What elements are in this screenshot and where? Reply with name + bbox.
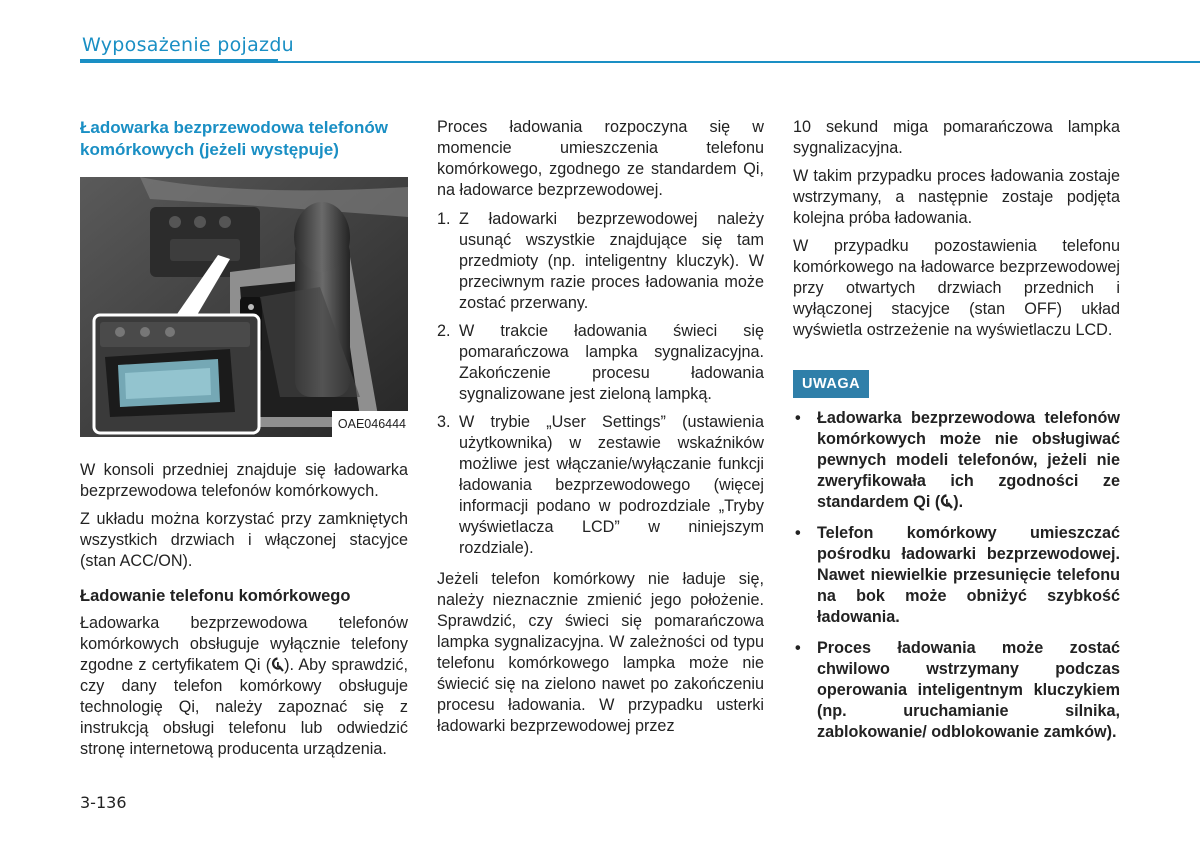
qi-logo-icon xyxy=(940,494,953,509)
page-number: 3-136 xyxy=(80,793,127,812)
warning-bullet xyxy=(793,408,1120,513)
list-item-number: 2. xyxy=(437,322,451,340)
bullet-icon: • xyxy=(795,639,801,657)
list-item-text: W trakcie ładowania świeci się pomarańczowa lampka sygnalizacyjna. Zakończenie procesu ładowania sygnalizowane jest zieloną lampką. xyxy=(459,322,764,403)
bullet-text-part: Ładowarka bezprzewodowa telefonów komórkowych może nie obsługiwać pewnych modeli telefonów, jeżeli nie zweryfikowała ich zgodności ze standardem Qi ( xyxy=(817,409,1120,511)
bullet-icon: • xyxy=(795,409,801,427)
paragraph: W przypadku pozostawienia telefonu komórkowego na ładowarce bezprzewodowej przy otwartych drzwiach przednich i wyłączonej stacyjce (stan OFF) układ wyświetla ostrzeżenie na wyświetlaczu LCD. xyxy=(793,237,1120,339)
header-rule-accent xyxy=(80,59,278,63)
list-item-text: W trybie „User Settings” (ustawienia użytkownika) w zestawie wskaźników możliwe jest włączanie/wyłączanie funkcji ładowania bezprzewodowego (więcej informacji podano w podrozdziale „Tryby wyświetlacza LCD” w niniejszym rozdziale). xyxy=(459,413,764,557)
bullet-text: Telefon komórkowy umieszczać pośrodku ładowarki bezprzewodowej. Nawet niewielkie przesunięcie telefonu na bok może obniżyć szybkość ładowania. xyxy=(817,524,1120,626)
list-item xyxy=(437,321,764,405)
figure-code: OAE046444 xyxy=(332,411,408,437)
paragraph xyxy=(80,613,408,760)
section-title: Ładowarka bezprzewodowa telefonów komórkowych (jeżeli występuje) xyxy=(80,118,388,159)
paragraph-text: ). Aby sprawdzić, czy dany telefon komórkowy obsługuje technologię Qi, należy zapoznać się z instrukcją obsługi telefonu lub odwiedzić stronę internetową producenta urządzenia. xyxy=(80,656,408,758)
paragraph-text: Ładowarka bezprzewodowa telefonów komórkowych obsługuje wyłącznie telefony zgodne z certyfikatem Qi ( xyxy=(80,614,408,674)
console-charger-illustration xyxy=(80,177,408,437)
bullet-text-part: ). xyxy=(953,493,964,511)
list-item-number: 1. xyxy=(437,210,451,228)
list-item xyxy=(437,412,764,559)
paragraph: Z układu można korzystać przy zamkniętych wszystkich drzwiach i włączonej stacyjce (stan ACC/ON). xyxy=(80,510,408,570)
bullet-text xyxy=(817,408,1120,513)
warning-bullet xyxy=(793,523,1120,628)
header-rule xyxy=(278,61,1200,63)
paragraph: Proces ładowania rozpoczyna się w momencie umieszczenia telefonu komórkowego, zgodnego ze standardem Qi, na ładowarce bezprzewodowej. xyxy=(437,118,764,199)
subheading: Ładowanie telefonu komórkowego xyxy=(80,587,351,605)
paragraph: 10 sekund miga pomarańczowa lampka sygnalizacyjna. xyxy=(793,118,1120,157)
bullet-text: Proces ładowania może zostać chwilowo wstrzymany podczas operowania inteligentnym kluczykiem (np. uruchamianie silnika, zablokowanie/ odblokowanie zamków). xyxy=(817,639,1120,741)
console-charger-figure xyxy=(80,177,408,437)
warning-bullet xyxy=(793,638,1120,743)
bullet-icon: • xyxy=(795,524,801,542)
qi-logo-icon xyxy=(271,657,284,672)
list-item-number: 3. xyxy=(437,413,451,431)
numbered-list xyxy=(437,209,764,559)
paragraph: W takim przypadku proces ładowania zostaje wstrzymany, a następnie zostaje podjęta kolejna próba ładowania. xyxy=(793,167,1120,227)
section-header-title: Wyposażenie pojazdu xyxy=(82,34,295,56)
paragraph: W konsoli przedniej znajduje się ładowarka bezprzewodowa telefonów komórkowych. xyxy=(80,461,408,500)
paragraph: Jeżeli telefon komórkowy nie ładuje się, należy nieznacznie zmienić jego położenie. Sprawdzić, czy świeci się pomarańczowa lampka sygnalizacyjna. W zależności od typu telefonu komórkowego lampka może nie świecić się na zielono nawet po zakończeniu procesu ładowania. W przypadku usterki ładowarki bezprzewodowej przez xyxy=(437,570,764,735)
column-middle xyxy=(437,117,764,744)
column-right xyxy=(793,117,1120,753)
warning-badge: UWAGA xyxy=(793,370,869,398)
column-left xyxy=(80,117,408,767)
list-item-text: Z ładowarki bezprzewodowej należy usunąć wszystkie znajdujące się tam przedmioty (np. inteligentny kluczyk). W przeciwnym razie proces ładowania może zostać przerwany. xyxy=(459,210,764,312)
list-item xyxy=(437,209,764,314)
